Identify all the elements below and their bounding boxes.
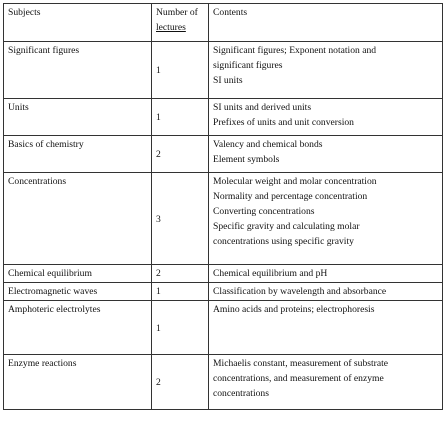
table-row	[4, 355, 443, 410]
content-line: Prefixes of units and unit conversion	[213, 117, 354, 128]
table-row	[4, 42, 443, 99]
curriculum-table	[3, 3, 443, 410]
content-line: Chemical equilibrium and pH	[213, 268, 328, 279]
content-line: Valency and chemical bonds	[213, 139, 323, 150]
header-lectures-line2: lectures	[156, 22, 186, 33]
subject-cell: Units	[4, 99, 152, 136]
table-row	[4, 265, 443, 283]
content-line: concentrations	[213, 388, 269, 399]
lectures-cell: 1	[152, 42, 209, 99]
subject-cell: Basics of chemistry	[4, 136, 152, 173]
subject-cell: Significant figures	[4, 42, 152, 99]
lectures-cell: 2	[152, 265, 209, 283]
contents-cell	[209, 265, 443, 283]
content-line: SI units	[213, 75, 243, 86]
content-line: Significant figures; Exponent notation and	[213, 45, 377, 56]
lectures-cell: 1	[152, 283, 209, 301]
content-line: concentrations using specific gravity	[213, 236, 354, 247]
contents-cell	[209, 99, 443, 136]
subject-cell: Chemical equilibrium	[4, 265, 152, 283]
lectures-cell: 1	[152, 301, 209, 355]
contents-cell	[209, 42, 443, 99]
contents-cell	[209, 136, 443, 173]
header-row	[4, 4, 443, 42]
content-line: Amino acids and proteins; electrophoresis	[213, 304, 375, 315]
content-line: Molecular weight and molar concentration	[213, 176, 377, 187]
table-row	[4, 99, 443, 136]
content-line: SI units and derived units	[213, 102, 312, 113]
table-row	[4, 301, 443, 355]
subject-cell: Enzyme reactions	[4, 355, 152, 410]
content-line: Classification by wavelength and absorbance	[213, 286, 387, 297]
content-line: significant figures	[213, 60, 283, 71]
contents-cell	[209, 301, 443, 355]
table-row	[4, 136, 443, 173]
subject-cell: Concentrations	[4, 173, 152, 265]
subject-cell: Amphoteric electrolytes	[4, 301, 152, 355]
contents-cell	[209, 355, 443, 410]
content-line: concentrations, and measurement of enzyme	[213, 373, 384, 384]
header-contents: Contents	[209, 4, 443, 42]
lectures-cell: 2	[152, 136, 209, 173]
content-line: Converting concentrations	[213, 206, 315, 217]
table-row	[4, 173, 443, 265]
content-line: Normality and percentage concentration	[213, 191, 368, 202]
lectures-cell: 1	[152, 99, 209, 136]
contents-cell	[209, 283, 443, 301]
header-subjects: Subjects	[4, 4, 152, 42]
content-line: Element symbols	[213, 154, 280, 165]
content-line: Michaelis constant, measurement of substrate	[213, 358, 389, 369]
content-line: Specific gravity and calculating molar	[213, 221, 360, 232]
contents-cell	[209, 173, 443, 265]
lectures-cell: 3	[152, 173, 209, 265]
lectures-cell: 2	[152, 355, 209, 410]
header-lectures-line1: Number of	[156, 7, 198, 18]
table-row	[4, 283, 443, 301]
header-lectures	[152, 4, 209, 42]
subject-cell: Electromagnetic waves	[4, 283, 152, 301]
